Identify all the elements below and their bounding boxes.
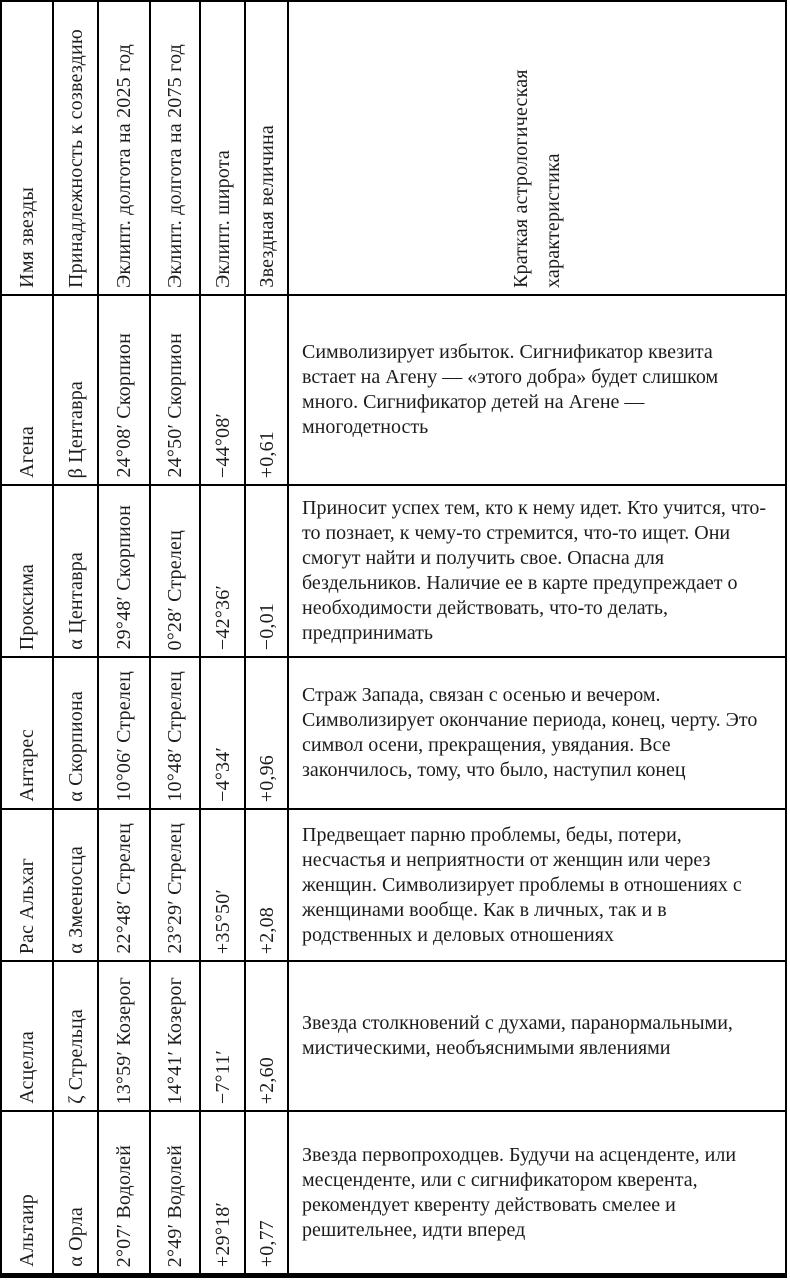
magnitude-value: +0,61 [255,430,278,478]
magnitude-value: +2,60 [255,1056,278,1104]
magnitude-value: +2,08 [255,906,278,954]
star-name-cell [2,1112,54,1273]
star-name-cell [2,658,54,810]
header-constellation-label: Принадлежность к созвездию [64,28,87,288]
latitude-cell [201,658,246,810]
constellation-cell [54,296,99,486]
longitude-2075-cell [151,810,201,962]
latitude-cell [201,296,246,486]
description-text: Предвещает парню проблемы, беды, потери, несчастья и неприятности от женщин или через женщин. Символизирует проблемы в отношениях с женщинами вообще. Как в личных, так и в родственных и деловых отношениях [302,823,742,946]
description-text: Звезда столкновений с духами, паранормальными, мистическими, необъяснимыми явлениями [302,1012,733,1059]
longitude-2025-value: 13°59′ Козерог [113,976,135,1104]
constellation-value: α Змееносца [64,846,87,954]
constellation-cell [54,486,99,658]
description-text: Приносит успех тем, кто к нему идет. Кто учится, что-то познает, к чему-то стремится, что-то ищет. Они смогут найти и получить свое. Опасна для бездельников. Наличие ее в карте предупреждает о необходимости действовать, что-то делать, предпринимать [302,497,767,644]
constellation-value: α Скорпиона [64,691,87,802]
header-longitude-2025-label: Эклипт. долгота на 2025 год [113,43,135,288]
longitude-2025-cell [99,962,151,1112]
description-cell [289,810,785,962]
constellation-cell [54,658,99,810]
constellation-value: α Орла [64,1207,87,1267]
description-text: Символизирует избыток. Сигнификатор квезита встает на Агену — «этого добра» будет слишком много. Сигнификатор детей на Агене — многодетность [302,341,719,438]
latitude-value: −44°08′ [211,412,234,478]
longitude-2075-cell [151,658,201,810]
longitude-2075-value: 2°49′ Водолей [164,1144,186,1267]
magnitude-cell [246,658,289,810]
magnitude-cell [246,962,289,1112]
longitude-2075-value: 14°41′ Козерог [164,976,186,1104]
constellation-cell [54,810,99,962]
longitude-2075-value: 23°29′ Стрелец [164,823,186,954]
longitude-2025-value: 2°07′ Водолей [113,1144,135,1267]
header-cell-star-name [2,2,54,296]
description-text: Звезда первопроходцев. Будучи на асценденте, или месценденте, или с сигнификатором кверента, рекомендует кверенту действовать смелее и решительнее, идти вперед [302,1143,737,1241]
header-cell-longitude-2075 [151,2,201,296]
header-magnitude-label: Звездная величина [255,125,278,288]
constellation-value: ζ Стрельца [64,1009,87,1104]
magnitude-cell [246,296,289,486]
longitude-2075-value: 10°48′ Стрелец [164,671,186,802]
star-name: Агена [16,426,38,478]
star-name: Рас Альхаг [16,857,38,954]
longitude-2075-value: 0°28′ Стрелец [164,529,186,650]
constellation-value: β Центавра [64,380,87,478]
latitude-cell [201,810,246,962]
latitude-cell [201,1112,246,1273]
header-cell-magnitude [246,2,289,296]
header-cell-constellation [54,2,99,296]
longitude-2025-value: 29°48′ Скорпион [113,505,135,650]
star-name: Асцелла [16,1031,38,1104]
description-cell [289,1112,785,1273]
longitude-2075-cell [151,1112,201,1273]
star-name-cell [2,486,54,658]
longitude-2025-value: 24°08′ Скорпион [113,333,135,478]
constellation-cell [54,962,99,1112]
description-cell [289,658,785,810]
magnitude-value: −0,01 [255,602,278,650]
header-star-name-label: Имя звезды [16,187,38,288]
magnitude-value: +0,96 [255,754,278,802]
latitude-value: −4°34′ [211,747,234,802]
latitude-cell [201,962,246,1112]
magnitude-value: +0,77 [255,1219,278,1267]
star-name-cell [2,810,54,962]
description-cell [289,962,785,1112]
longitude-2025-cell [99,1112,151,1273]
latitude-value: +29°18′ [211,1201,234,1267]
longitude-2025-cell [99,296,151,486]
constellation-value: α Центавра [64,552,87,650]
header-cell-description [289,2,785,296]
description-cell [289,486,785,658]
star-name: Антарес [16,729,38,802]
star-name-cell [2,962,54,1112]
header-longitude-2075-label: Эклипт. долгота на 2075 год [164,43,186,288]
magnitude-cell [246,810,289,962]
description-cell [289,296,785,486]
longitude-2075-cell [151,486,201,658]
longitude-2075-cell [151,296,201,486]
longitude-2025-cell [99,486,151,658]
latitude-cell [201,486,246,658]
latitude-value: −42°36′ [211,584,234,650]
star-name-cell [2,296,54,486]
magnitude-cell [246,1112,289,1273]
star-name: Проксима [16,563,38,650]
header-latitude-label: Эклипт. широта [211,149,234,288]
header-description-label: Краткая астрологическая характеристика [510,69,564,288]
longitude-2025-value: 10°06′ Стрелец [113,671,135,802]
longitude-2075-value: 24°50′ Скорпион [164,333,186,478]
description-text: Страж Запада, связан с осенью и вечером. Символизирует окончание периода, конец, черту. Это символ осени, прекращения, увядания. Все закончилось, тому, что было, наступил конец [302,684,758,781]
star-name: Альтаир [16,1194,38,1267]
header-cell-latitude [201,2,246,296]
longitude-2075-cell [151,962,201,1112]
magnitude-cell [246,486,289,658]
longitude-2025-value: 22°48′ Стрелец [113,823,135,954]
header-cell-longitude-2025 [99,2,151,296]
longitude-2025-cell [99,658,151,810]
longitude-2025-cell [99,810,151,962]
constellation-cell [54,1112,99,1273]
latitude-value: −7°11′ [211,1049,234,1104]
latitude-value: +35°50′ [211,888,234,954]
